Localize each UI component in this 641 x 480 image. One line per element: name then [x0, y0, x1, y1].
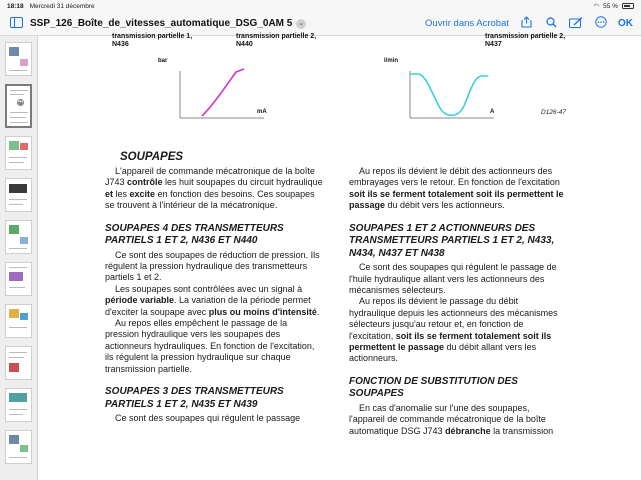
thumbnail-line — [9, 267, 27, 268]
battery-percent: 55 % — [603, 2, 618, 10]
section-heading-substitution: FONCTION DE SUBSTITUTION DES SOUPAPES — [349, 375, 518, 400]
text-run: L'appareil de commande mécatronique de la boîte J743 — [105, 166, 315, 188]
ok-button[interactable]: OK — [618, 18, 633, 29]
bold-run: soit ils se ferment totalement soit ils permettent le passage — [349, 188, 564, 211]
thumbnail-line — [10, 94, 24, 95]
toolbar-actions — [425, 16, 633, 31]
caption-line: transmission partielle 1, — [112, 33, 193, 40]
figure-caption-right — [485, 33, 565, 49]
thumbnail-image — [9, 184, 27, 193]
share-icon[interactable] — [518, 16, 534, 31]
thumbnail-image — [9, 272, 23, 281]
section-heading-soupapes-1-2: SOUPAPES 1 ET 2 ACTIONNEURS DES TRANSMETTEURS PARTIELS 1 ET 2, N433, N434, N437 ET N438 — [349, 222, 555, 259]
left-column — [105, 150, 323, 425]
thumbnail-image — [20, 313, 28, 320]
page-thumbnail-selected[interactable] — [5, 84, 32, 128]
page-thumbnail[interactable] — [5, 262, 32, 296]
intro-paragraph — [105, 166, 323, 212]
caption-code: N437 — [485, 41, 502, 48]
text-run: les — [113, 188, 130, 199]
thumbnail-line — [9, 204, 23, 205]
figure-caption-middle — [236, 33, 316, 49]
status-right — [594, 2, 635, 10]
right-column — [349, 166, 567, 437]
text-run: Au repos ils dévient le débit des actionneurs des embrayages vers le retour. En fonction de l'excitation — [349, 166, 560, 188]
graph2-curve — [410, 74, 488, 115]
document-title[interactable]: SSP_126_Boîte_de_vitesses_automatique_DSG_0AM 5 — [30, 18, 293, 29]
caption-line: transmission partielle 2, — [485, 33, 566, 40]
status-time: 18:18 — [7, 2, 24, 10]
battery-icon — [622, 3, 634, 9]
title-menu-chevron-icon[interactable]: ⌄ — [296, 19, 306, 29]
thumbnail-image — [9, 141, 19, 150]
thumbnail-line — [10, 122, 28, 123]
graph1-curve — [202, 69, 244, 116]
page-thumbnail[interactable] — [5, 136, 32, 170]
page-thumbnail[interactable] — [5, 220, 32, 254]
thumbnail-line — [9, 199, 27, 200]
text-run: les huit soupapes du circuit hydraulique — [162, 177, 323, 188]
bold-run: débranche — [445, 425, 491, 436]
text-run: . — [316, 306, 320, 317]
text-run: Au repos ils dévient le passage du débit hydraulique depuis les actionneurs des mécanismes sélecteurs jusqu'au retour et, en fonction de l'excitation, — [349, 296, 558, 341]
page-thumbnail[interactable] — [5, 430, 32, 464]
section-heading-soupapes-3: SOUPAPES 3 DES TRANSMETTEURS PARTIELS 1 ET 2, N435 ET N439 — [105, 386, 284, 410]
battery-level — [624, 5, 630, 7]
figure-reference: D126-47 — [541, 109, 566, 116]
paragraph — [105, 284, 323, 318]
thumbnail-line — [9, 248, 27, 249]
thumbnail-line — [10, 117, 26, 118]
graph2-y-label: l/min — [384, 58, 399, 64]
thumbnail-line — [9, 162, 24, 163]
section-heading-soupapes-4: SOUPAPES 4 DES TRANSMETTEURS PARTIELS 1 ET 2, N436 ET N440 — [105, 222, 284, 247]
text-run: du débit allant vers les actionneurs. — [349, 341, 537, 364]
thumbnail-line — [9, 409, 27, 410]
section-title-soupapes: SOUPAPES — [120, 151, 184, 163]
graph2-x-label: A — [490, 109, 495, 115]
status-bar — [0, 0, 641, 12]
thumbnail-image — [20, 143, 28, 150]
thumbnail-line — [9, 457, 27, 458]
thumbnail-image — [9, 435, 19, 444]
thumbnail-image — [9, 309, 19, 318]
sidebar-toggle-icon[interactable] — [8, 17, 24, 31]
graph1-x-label: mA — [257, 109, 267, 115]
bold-run: excite — [129, 188, 156, 199]
search-icon[interactable] — [543, 17, 559, 31]
page-thumbnail[interactable] — [5, 388, 32, 422]
thumbnail-image — [20, 59, 28, 66]
caption-line: transmission partielle 2, — [236, 33, 317, 40]
caption-code: N440 — [236, 41, 253, 48]
thumbnail-line — [9, 352, 27, 353]
thumbnail-image — [20, 237, 28, 244]
thumbnail-image — [9, 225, 19, 234]
thumbnail-line — [9, 327, 27, 328]
text-run: la transmission — [490, 425, 554, 436]
thumbnail-image — [9, 363, 19, 372]
open-in-acrobat-button[interactable]: Ouvrir dans Acrobat — [425, 18, 509, 29]
caption-code: N436 — [112, 41, 129, 48]
paragraph: Au repos elles empêchent le passage de la pression hydraulique vers les soupapes des actionneurs hydrauliques. En fonction de l'excitation, ils régulent la pression hydraulique sur chaque transmission partielle. — [105, 318, 315, 374]
paragraph — [349, 403, 567, 437]
thumbnail-line — [9, 414, 23, 415]
paragraph — [349, 296, 567, 364]
document-page — [38, 33, 641, 480]
page-thumbnail[interactable] — [5, 178, 32, 212]
bold-run: plus ou moins d'intensité — [208, 306, 317, 317]
thumbnail-line — [9, 287, 25, 288]
figure-caption-left — [112, 33, 192, 49]
graph2-flow-curve — [398, 66, 494, 126]
paragraph: Ce sont des soupapes de réduction de pression. Ils régulent la pression hydraulique des transmetteurs partiels 1 et 2. — [105, 249, 320, 283]
bold-run: et — [105, 188, 114, 199]
text-run: . La variation de la période permet d'exciter la soupape avec — [105, 295, 311, 317]
thumbnail-line — [9, 357, 24, 358]
page-thumbnail[interactable] — [5, 346, 32, 380]
page-thumbnail[interactable] — [5, 304, 32, 338]
paragraph: Ce sont des soupapes qui régulent le passage — [115, 413, 301, 424]
text-run: En cas d'anomalie sur l'une des soupapes, l'appareil de commande mécatronique de la boîte automatique DSG J743 — [349, 402, 546, 436]
text-run: du débit vers les actionneurs. — [385, 200, 505, 211]
paragraph — [349, 166, 567, 212]
more-options-icon[interactable] — [593, 16, 609, 31]
page-thumbnails — [0, 36, 38, 480]
thumbnail-line — [9, 70, 27, 71]
paragraph: Ce sont des soupapes qui régulent le passage de l'huile hydraulique allant vers les actionneurs des mécanismes sélecteurs. — [349, 262, 557, 295]
thumbnail-line — [9, 157, 27, 158]
thumbnail-line — [10, 112, 28, 113]
graph1-pressure-curve — [168, 66, 264, 126]
bold-run: contrôle — [127, 177, 163, 188]
text-run: Les soupapes sont contrôlées avec un signal à — [115, 283, 303, 294]
bold-run: période variable — [105, 295, 175, 306]
text-run: en fonction des besoins. Ces soupapes se trouvent à l'intérieur de la mécatronique. — [105, 188, 315, 211]
thumbnail-image — [9, 47, 19, 56]
graph1-y-label: bar — [158, 58, 168, 64]
status-date: Mercredi 31 décembre — [29, 2, 95, 10]
bold-run: soit ils se ferment totalement soit ils permettent le passage — [349, 330, 552, 352]
page-thumbnail[interactable] — [5, 42, 32, 76]
thumbnail-image — [9, 393, 27, 402]
thumbnail-image — [20, 445, 28, 452]
thumbnail-line — [10, 90, 28, 91]
thumbnail-more-icon[interactable]: ••• — [17, 99, 24, 105]
wifi-icon: ◠ — [593, 3, 600, 10]
markup-icon[interactable] — [568, 17, 584, 31]
